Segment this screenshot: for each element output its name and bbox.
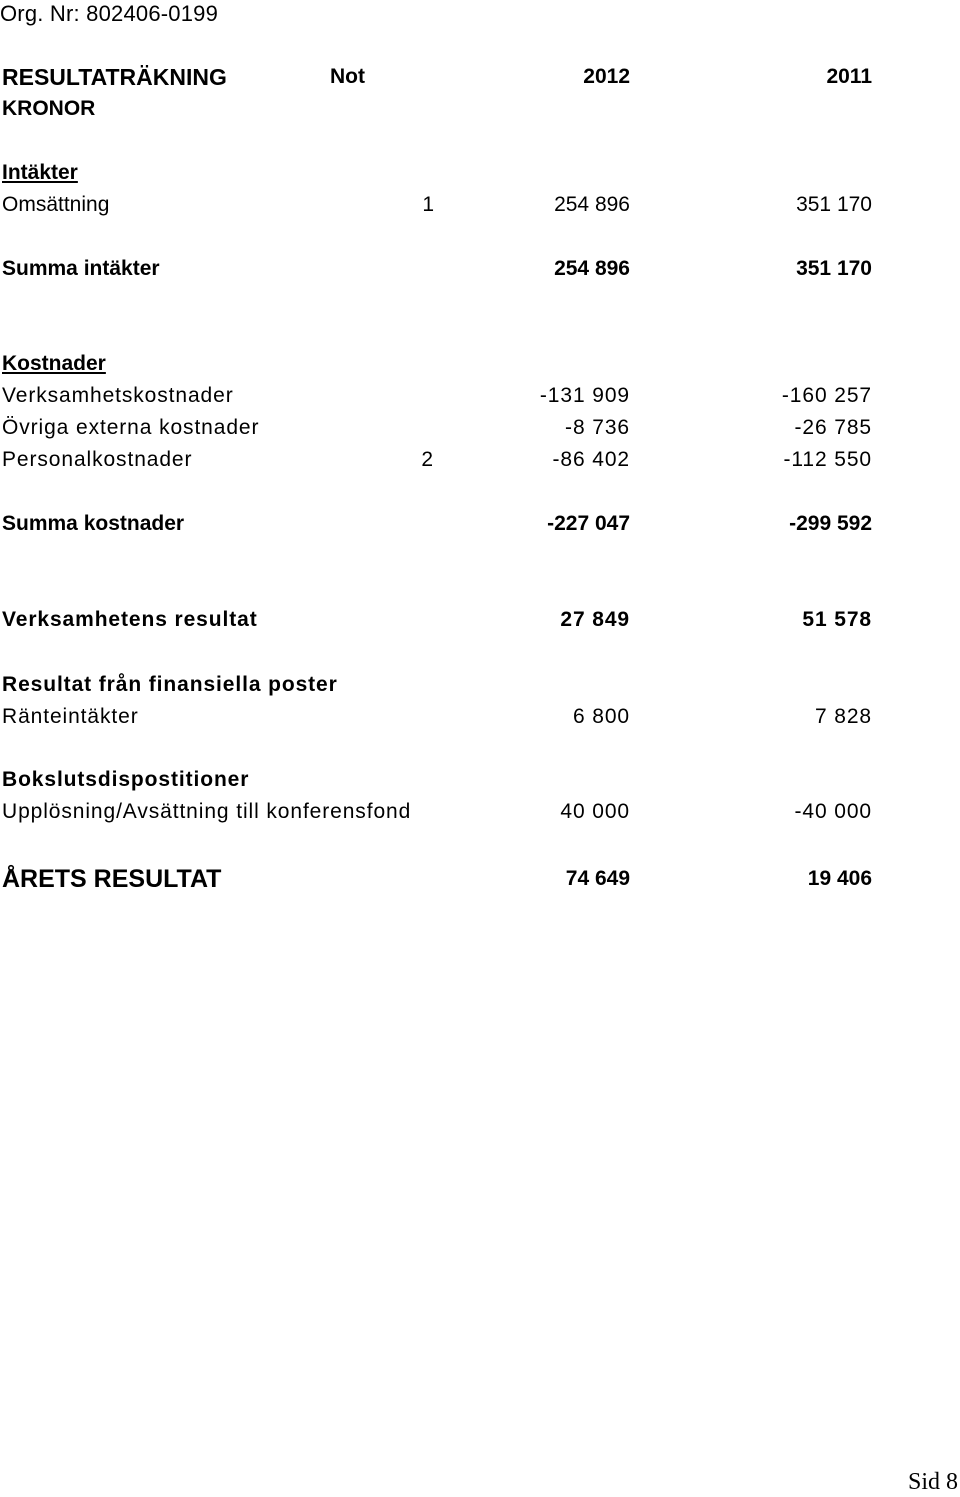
section-heading-row (0, 348, 960, 380)
line-item-row (0, 701, 960, 733)
value-2012: -86 402 (552, 448, 630, 471)
net-result-row (0, 863, 960, 895)
value-2012: 6 800 (572, 705, 630, 728)
line-item-label: Upplösning/Avsättning till konferensfond (2, 800, 412, 823)
value-2011: -160 257 (781, 384, 872, 407)
subtotal-2011: 351 170 (796, 257, 872, 280)
revenue-heading: Intäkter (2, 161, 78, 184)
line-item-label: Omsättning (2, 193, 110, 216)
line-item-label: Personalkostnader (2, 448, 193, 471)
net-result-label: ÅRETS RESULTAT (2, 865, 222, 893)
column-header-note: Not (330, 65, 365, 88)
subtotal-2012: 254 896 (554, 257, 630, 280)
subtotal-2012: -227 047 (547, 512, 630, 535)
statement-title: RESULTATRÄKNING (2, 64, 227, 90)
line-item-row (0, 412, 960, 444)
currency-unit: KRONOR (2, 97, 96, 120)
operating-result-2012: 27 849 (560, 608, 630, 631)
value-2011: -40 000 (794, 800, 872, 823)
line-item-row (0, 444, 960, 476)
value-2012: 254 896 (554, 193, 630, 216)
note-reference: 1 (422, 193, 434, 216)
unit-row (0, 93, 960, 125)
line-item-label: Övriga externa kostnader (2, 416, 260, 439)
net-result-2011: 19 406 (807, 867, 872, 890)
page-number: Sid 8 (907, 1469, 958, 1495)
costs-heading: Kostnader (2, 352, 106, 375)
operating-result-2011: 51 578 (802, 608, 872, 631)
value-2011: 7 828 (814, 705, 872, 728)
subtotal-row (0, 508, 960, 540)
value-2012: -131 909 (539, 384, 630, 407)
financial-heading: Resultat från finansiella poster (2, 673, 338, 696)
org-number: Org. Nr: 802406-0199 (0, 1, 219, 26)
section-heading-row (0, 764, 960, 796)
statement-header-row (0, 61, 960, 93)
column-header-2012: 2012 (583, 65, 630, 88)
value-2011: -112 550 (783, 448, 872, 471)
subtotal-label: Summa kostnader (2, 512, 185, 535)
section-heading-row (0, 669, 960, 701)
value-2012: -8 736 (565, 416, 630, 439)
subtotal-row (0, 253, 960, 285)
appropriations-heading: Bokslutsdispostitioner (2, 768, 250, 791)
note-reference: 2 (421, 448, 434, 471)
section-heading-row (0, 157, 960, 189)
operating-result-row (0, 604, 960, 636)
value-2012: 40 000 (560, 800, 630, 823)
line-item-label: Ränteintäkter (2, 705, 139, 728)
net-result-2012: 74 649 (565, 867, 630, 890)
line-item-row (0, 380, 960, 412)
line-item-row (0, 189, 960, 221)
line-item-label: Verksamhetskostnader (2, 384, 234, 407)
value-2011: -26 785 (794, 416, 872, 439)
subtotal-label: Summa intäkter (2, 257, 160, 280)
line-item-row (0, 796, 960, 828)
value-2011: 351 170 (796, 193, 872, 216)
operating-result-label: Verksamhetens resultat (2, 608, 258, 631)
column-header-2011: 2011 (826, 65, 872, 88)
subtotal-2011: -299 592 (789, 512, 872, 535)
